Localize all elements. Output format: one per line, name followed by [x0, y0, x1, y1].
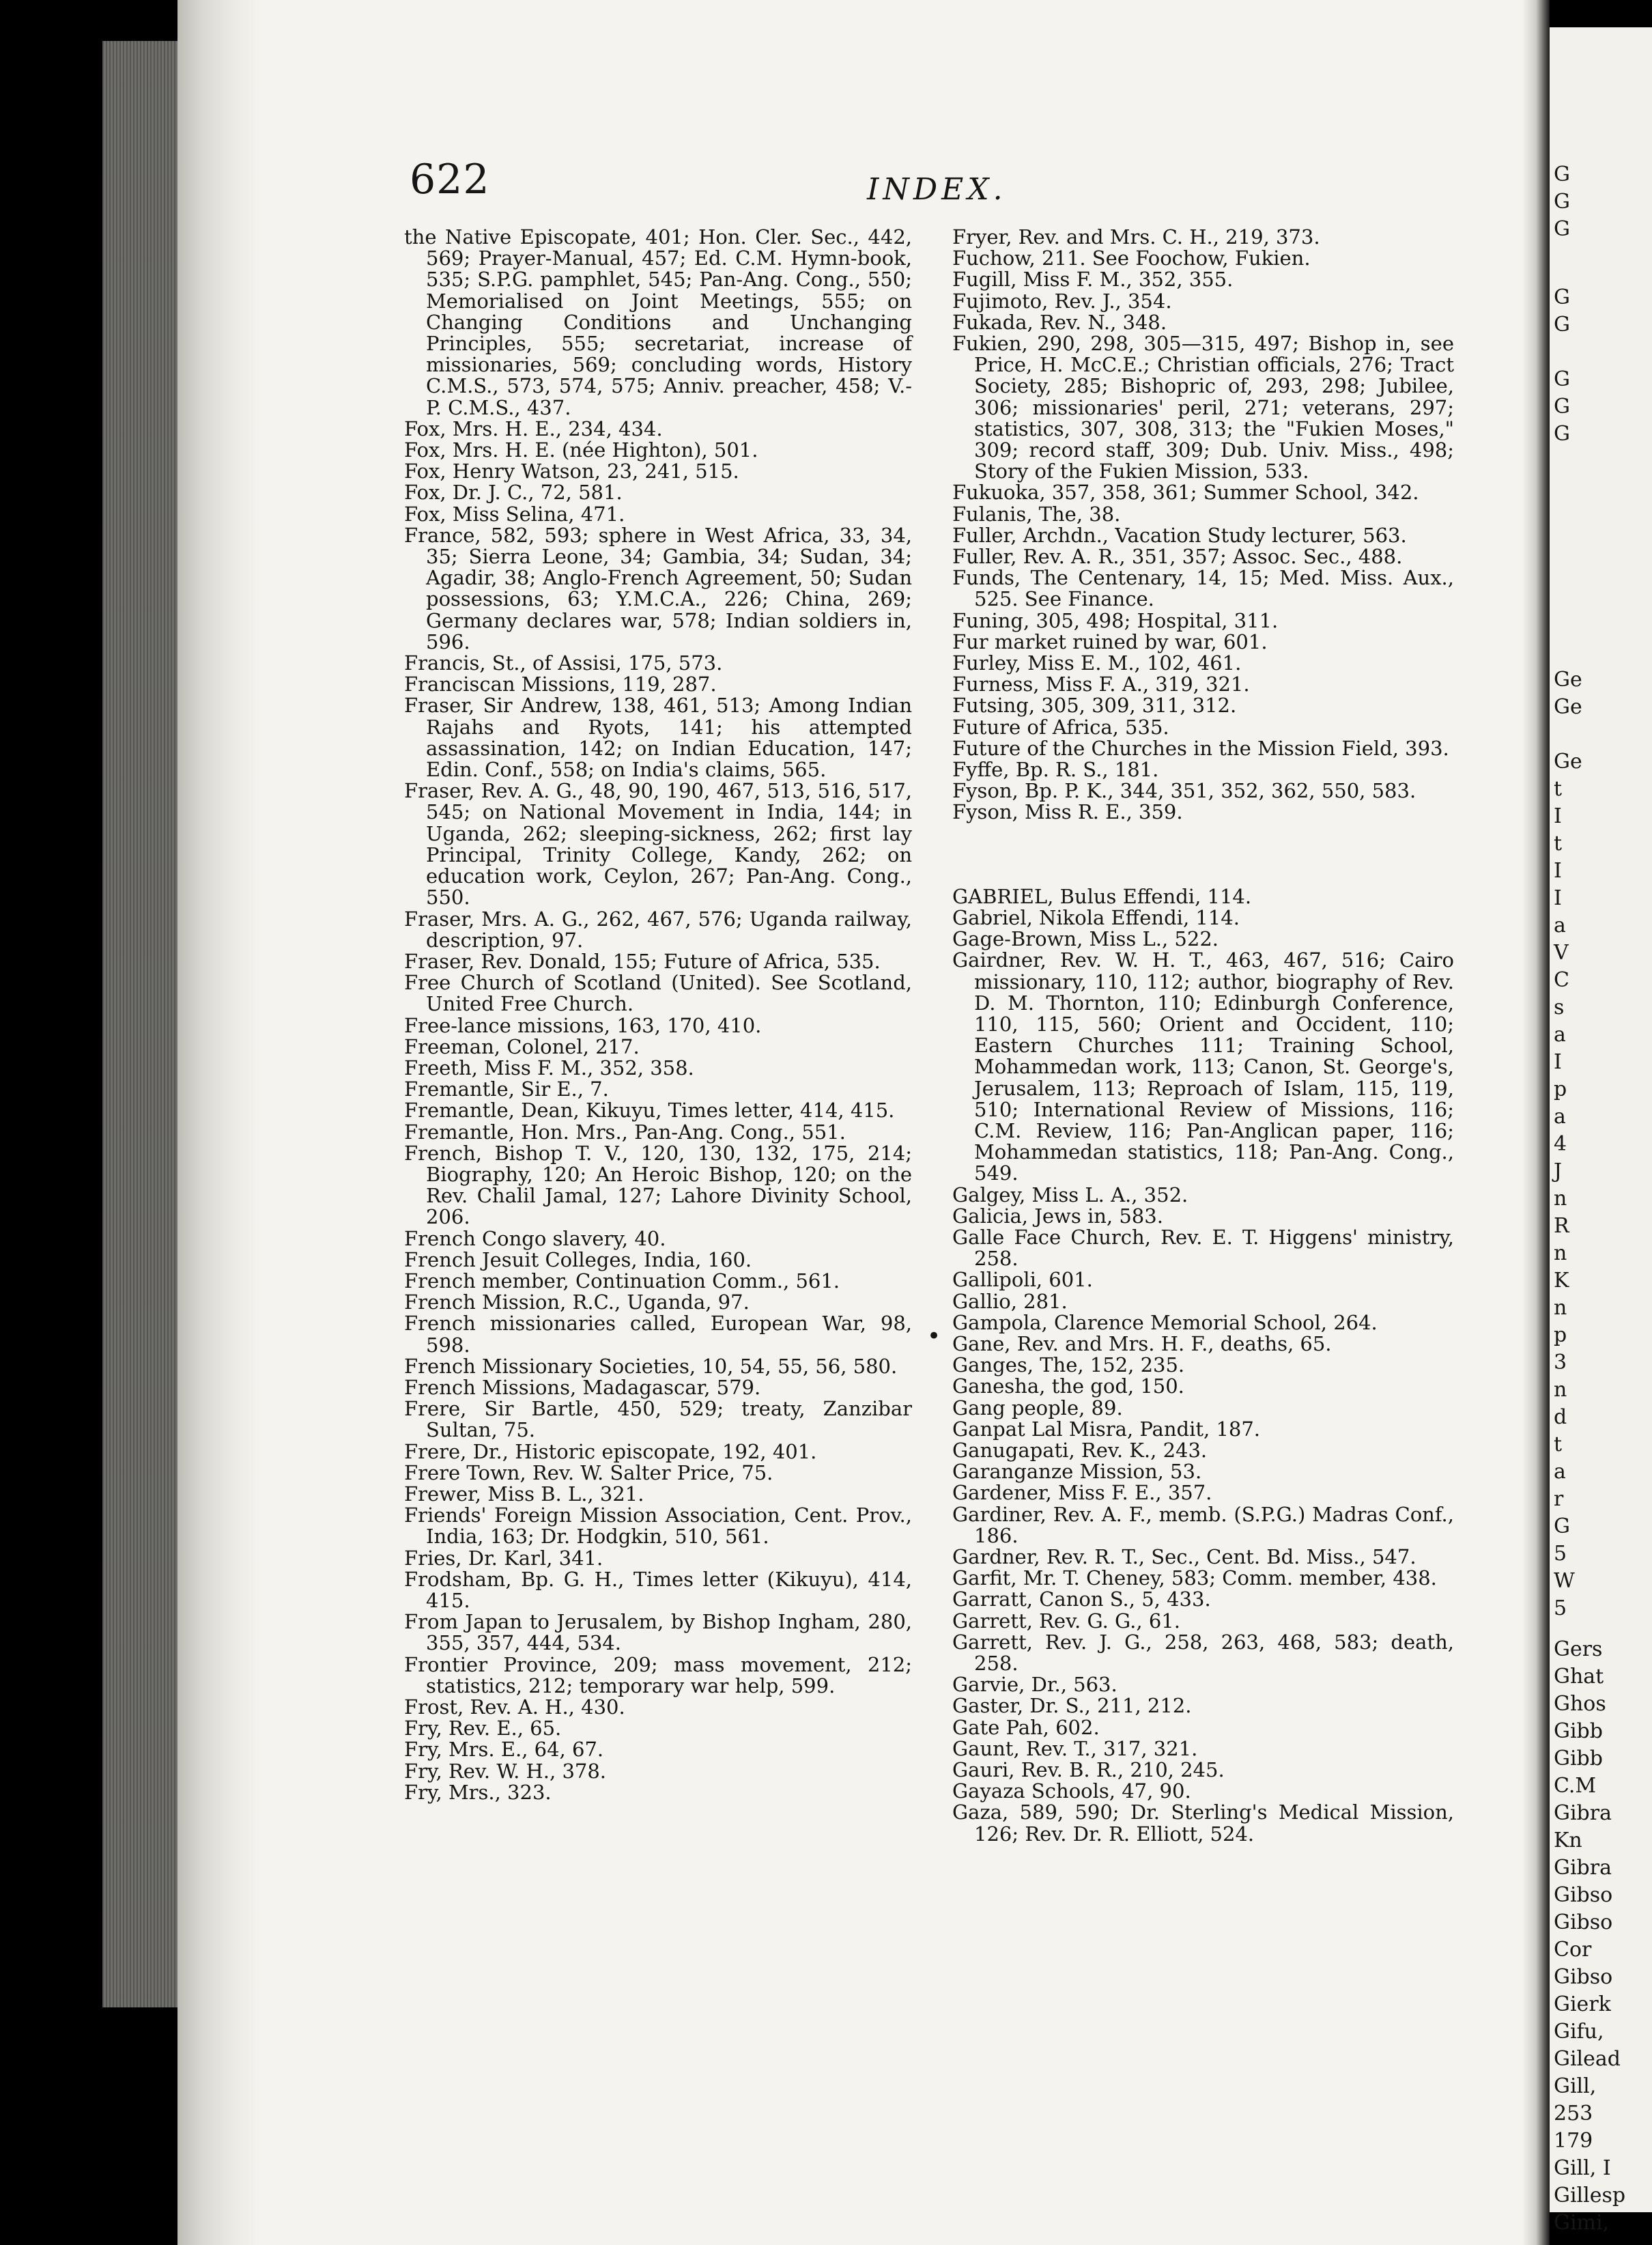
index-entry: Gaunt, Rev. T., 317, 321. [952, 1736, 1198, 1760]
index-entry: Frere, Dr., Historic episcopate, 192, 401. [404, 1439, 817, 1463]
right-page-fragment-text: W [1554, 1569, 1575, 1593]
index-column-right [952, 227, 1454, 1845]
index-entry: Fulanis, The, 38. [952, 502, 1121, 526]
index-entry: Fremantle, Hon. Mrs., Pan-Ang. Cong., 551. [404, 1120, 846, 1144]
index-entry: Free-lance missions, 163, 170, 410. [404, 1013, 762, 1037]
right-page-fragment-text: G [1554, 285, 1570, 309]
right-page-fragment-text: I [1554, 859, 1562, 883]
right-page-fragment-text: Ghos [1554, 1692, 1606, 1716]
index-entry: Frewer, Miss B. L., 321. [404, 1482, 644, 1506]
index-entry: Franciscan Missions, 119, 287. [404, 673, 717, 696]
index-entry: Fox, Dr. J. C., 72, 581. [404, 481, 623, 505]
right-page-fragment-text: 4 [1554, 1132, 1567, 1156]
index-entry: Fryer, Rev. and Mrs. C. H., 219, 373. [952, 225, 1320, 249]
index-entry: Fraser, Sir Andrew, 138, 461, 513; Among Indian Rajahs and Ryots, 141; his attempted assassination, 142; on Indian Education, 147; Edin. Conf., 558; on India's claims, 565. [404, 694, 912, 782]
index-entry: Gardner, Rev. R. T., Sec., Cent. Bd. Miss., 547. [952, 1544, 1416, 1568]
right-page-fragment-text: I [1554, 886, 1562, 910]
index-entry: French Missionary Societies, 10, 54, 55, 56, 580. [404, 1354, 898, 1378]
right-page-fragment-text: Ge [1554, 750, 1582, 774]
right-page-fragment-text: G [1554, 190, 1570, 214]
index-entry: Funds, The Centenary, 14, 15; Med. Miss. Aux., 525. See Finance. [952, 566, 1454, 611]
right-page-fragment-text: 5 [1554, 1596, 1567, 1620]
right-page-fragment-text: 3 [1554, 1351, 1567, 1374]
right-page-fragment-text: Ge [1554, 695, 1582, 719]
right-page-fragment-text: G [1554, 367, 1570, 391]
right-page-fragment-text: Ghat [1554, 1665, 1604, 1689]
index-entry: Fyffe, Bp. R. S., 181. [952, 758, 1159, 782]
right-page-fragment-text: 253 [1554, 2102, 1593, 2126]
index-entry: Future of Africa, 535. [952, 715, 1169, 739]
right-page-fragment-text: p [1554, 1077, 1567, 1101]
right-page-fragment-text: Gierk [1554, 1992, 1611, 2016]
right-page-fragment-text: Cor [1554, 1938, 1592, 1962]
index-entry: French Missions, Madagascar, 579. [404, 1375, 761, 1399]
index-entry: Gampola, Clarence Memorial School, 264. [952, 1310, 1378, 1334]
right-page-fragment-text: n [1554, 1296, 1567, 1320]
index-entry: Francis, St., of Assisi, 175, 573. [404, 651, 723, 675]
index-column-left [404, 227, 912, 1803]
index-entry: Funing, 305, 498; Hospital, 311. [952, 608, 1279, 632]
index-entry: Galle Face Church, Rev. E. T. Higgens' ministry, 258. [952, 1225, 1454, 1271]
right-page-fragment-text: G [1554, 163, 1570, 186]
index-entry: French Mission, R.C., Uganda, 97. [404, 1290, 750, 1314]
index-entry: Gardiner, Rev. A. F., memb. (S.P.G.) Madras Conf., 186. [952, 1502, 1454, 1547]
right-page-fragment-text: s [1554, 996, 1565, 1019]
margin-mark: • [927, 1323, 941, 1350]
index-entry: Galicia, Jews in, 583. [952, 1204, 1163, 1228]
index-entry: Gallipoli, 601. [952, 1268, 1093, 1292]
right-page-fragment-text: p [1554, 1323, 1567, 1347]
index-entry: Frodsham, Bp. G. H., Times letter (Kikuyu), 414, 415. [404, 1567, 912, 1612]
right-page-fragment-text: C.M [1554, 1774, 1597, 1798]
right-page-fragment-text: 179 [1554, 2129, 1593, 2153]
index-entry: Fukada, Rev. N., 348. [952, 310, 1167, 334]
index-entry: Garanganze Mission, 53. [952, 1460, 1202, 1484]
index-entry: Fraser, Rev. Donald, 155; Future of Africa, 535. [404, 949, 881, 973]
right-page-fragment-text: Gibso [1554, 1910, 1613, 1934]
index-entry: From Japan to Jerusalem, by Bishop Ingham, 280, 355, 357, 444, 534. [404, 1610, 912, 1655]
index-entry: Fraser, Mrs. A. G., 262, 467, 576; Uganda railway, description, 97. [404, 907, 912, 952]
right-page-fragment-text: I [1554, 804, 1562, 828]
right-page-fragment-text: Ge [1554, 668, 1582, 692]
index-entry: Fox, Miss Selina, 471. [404, 502, 625, 526]
right-page-fragment-text: Gill, [1554, 2074, 1597, 2098]
index-entry: Ganesha, the god, 150. [952, 1374, 1184, 1398]
index-entry: Gate Pah, 602. [952, 1715, 1100, 1739]
page-number: 622 [410, 156, 490, 203]
index-entry: Furley, Miss E. M., 102, 461. [952, 651, 1242, 675]
index-entry: Freeth, Miss F. M., 352, 358. [404, 1056, 694, 1079]
right-page-fragment-text: Gibra [1554, 1856, 1612, 1880]
index-entry: Garrett, Rev. G. G., 61. [952, 1609, 1180, 1633]
index-entry: Gardener, Miss F. E., 357. [952, 1481, 1212, 1505]
right-page-fragment-text: a [1554, 914, 1566, 937]
right-page-fragment-text: Gifu, [1554, 2020, 1604, 2044]
index-entry: Gang people, 89. [952, 1396, 1123, 1420]
running-head: INDEX. [867, 172, 1007, 207]
index-entry: Galgey, Miss L. A., 352. [952, 1183, 1188, 1206]
index-entry: Gayaza Schools, 47, 90. [952, 1779, 1191, 1803]
right-page-fragment [1550, 27, 1652, 2235]
index-entry: Frost, Rev. A. H., 430. [404, 1695, 625, 1719]
index-entry: Garvie, Dr., 563. [952, 1673, 1117, 1697]
right-page-fragment-text: t [1554, 1432, 1563, 1456]
right-page-fragment-text: t [1554, 832, 1563, 856]
right-page-fragment-text: Gibra [1554, 1801, 1612, 1825]
index-entry: Freeman, Colonel, 217. [404, 1034, 640, 1058]
index-entry: Fry, Mrs., 323. [404, 1780, 552, 1804]
index-entry: Fyson, Miss R. E., 359. [952, 800, 1183, 824]
index-entry: Garratt, Canon S., 5, 433. [952, 1587, 1211, 1611]
index-entry: GABRIEL, Bulus Effendi, 114. [952, 884, 1252, 908]
index-entry: Fyson, Bp. P. K., 344, 351, 352, 362, 550, 583. [952, 779, 1416, 803]
index-entry: Future of the Churches in the Mission Field, 393. [952, 736, 1449, 760]
index-entry: French member, Continuation Comm., 561. [404, 1269, 840, 1293]
right-page-fragment-text: Gillesp [1554, 2184, 1626, 2207]
right-page-fragment-text: Gibb [1554, 1747, 1603, 1770]
index-entry: French Congo slavery, 40. [404, 1226, 666, 1250]
right-page-fragment-text: Gers [1554, 1637, 1603, 1661]
index-entry: Fry, Rev. E., 65. [404, 1717, 562, 1740]
index-entry: Fuller, Archdn., Vacation Study lecturer, 563. [952, 523, 1407, 547]
index-entry: Ganpat Lal Misra, Pandit, 187. [952, 1417, 1261, 1441]
index-entry: Fukien, 290, 298, 305—315, 497; Bishop in, see Price, H. McC.E.; Christian officials, 276; Tract Society, 285; Bishopric of, 293, 298; Jubilee, 306; missionaries' peril, 271; veterans, 297; statistics, 307, 308, 313; the "Fukien Moses," 309; record staff, 309; Dub. Univ. Miss., 498; Story of the Fukien Mission, 533. [952, 332, 1454, 483]
index-entry: Friends' Foreign Mission Association, Cent. Prov., India, 163; Dr. Hodgkin, 510, 561. [404, 1503, 912, 1549]
right-page-fragment-text: d [1554, 1405, 1567, 1429]
index-entry: Gabriel, Nikola Effendi, 114. [952, 905, 1240, 929]
index-entry: Ganges, The, 152, 235. [952, 1353, 1185, 1377]
right-page-fragment-text: n [1554, 1187, 1567, 1211]
index-entry: Fox, Henry Watson, 23, 241, 515. [404, 460, 739, 483]
right-page-fragment-text: r [1554, 1487, 1564, 1511]
right-page-fragment-text: a [1554, 1023, 1566, 1047]
index-entry: Fry, Rev. W. H., 378. [404, 1759, 607, 1783]
index-entry: French Jesuit Colleges, India, 160. [404, 1247, 752, 1271]
index-entry: Fraser, Rev. A. G., 48, 90, 190, 467, 513, 516, 517, 545; on National Movement in India, 144; in Uganda, 262; sleeping-sickness, 262; first lay Principal, Trinity College, Kandy, 262; on education work, Ceylon, 267; Pan-Ang. Cong., 550. [404, 779, 912, 909]
index-entry: French missionaries called, European War, 98, 598. [404, 1312, 912, 1357]
right-page-fragment-text: Gibso [1554, 1883, 1613, 1907]
right-page-fragment-text: t [1554, 777, 1563, 801]
index-entry: Gage-Brown, Miss L., 522. [952, 927, 1219, 951]
right-page-fragment-text: R [1554, 1214, 1569, 1238]
right-page-fragment-text: Gibso [1554, 1965, 1613, 1989]
right-page-fragment-text: G [1554, 395, 1570, 419]
index-entry: Gaza, 589, 590; Dr. Sterling's Medical Mission, 126; Rev. Dr. R. Elliott, 524. [952, 1801, 1454, 1846]
index-entry: Ganugapati, Rev. K., 243. [952, 1438, 1208, 1462]
index-entry: Gallio, 281. [952, 1289, 1068, 1313]
index-entry: Furness, Miss F. A., 319, 321. [952, 673, 1250, 696]
index-entry: Garfit, Mr. T. Cheney, 583; Comm. member, 438. [952, 1566, 1437, 1590]
right-page-fragment-text: Kn [1554, 1829, 1582, 1852]
index-entry: Gairdner, Rev. W. H. T., 463, 467, 516; Cairo missionary, 110, 112; author, biography of Rev. D. M. Thornton, 110; Edinburgh Conference, 110, 115, 560; Orient and Occident, 110; Eastern Churches 111; Training School, Mohammedan work, 113; Canon, St. George's, Jerusalem, 113; Reproach of Islam, 115, 119, 510; International Review of Missions, 116; C.M. Review, 116; Pan-Anglican paper, 116; Mohammedan statistics, 118; Pan-Ang. Cong., 549. [952, 948, 1454, 1185]
right-page-fragment-text: Gibb [1554, 1719, 1603, 1743]
index-entry: Fremantle, Sir E., 7. [404, 1077, 609, 1101]
right-page-fragment-text: G [1554, 1514, 1570, 1538]
index-entry: Gane, Rev. and Mrs. H. F., deaths, 65. [952, 1331, 1332, 1355]
right-page-fragment-text: Gilead [1554, 2047, 1621, 2071]
index-entry: Fugill, Miss F. M., 352, 355. [952, 268, 1234, 292]
right-page-fragment-text: Gimi, [1554, 2211, 1610, 2235]
index-entry: Fries, Dr. Karl, 341. [404, 1546, 603, 1570]
right-page-fragment-text: n [1554, 1241, 1567, 1265]
section-gap [952, 823, 1454, 886]
index-entry: Garrett, Rev. J. G., 258, 263, 468, 583; death, 258. [952, 1630, 1454, 1675]
index-entry: the Native Episcopate, 401; Hon. Cler. Sec., 442, 569; Prayer-Manual, 457; Ed. C.M. Hymn-book, 535; S.P.G. pamphlet, 545; Pan-Ang. Cong., 550; Memorialised on Joint Meetings, 555; on Changing Conditions and Unchanging Principles, 555; secretariat, increase of missionaries, 569; concluding words, History C.M.S., 573, 574, 575; Anniv. preacher, 458; V.-P. C.M.S., 437. [404, 225, 912, 419]
right-page-fragment-text: I [1554, 1050, 1562, 1074]
index-entry: Fukuoka, 357, 358, 361; Summer School, 342. [952, 481, 1419, 505]
index-entry: France, 582, 593; sphere in West Africa, 33, 34, 35; Sierra Leone, 34; Gambia, 34; Sudan, 34; Agadir, 38; Anglo-French Agreement, 50; Sudan possessions, 63; Y.M.C.A., 226; China, 269; Germany declares war, 578; Indian soldiers in, 596. [404, 523, 912, 653]
page-edge-shadow [177, 0, 259, 2245]
right-page-fragment-text: V [1554, 941, 1569, 965]
right-page-fragment-text: n [1554, 1378, 1567, 1402]
index-entry: Fuchow, 211. See Foochow, Fukien. [952, 246, 1311, 270]
right-page-fragment-text: Gill, I [1554, 2156, 1611, 2180]
index-entry: Fuller, Rev. A. R., 351, 357; Assoc. Sec., 488. [952, 545, 1403, 569]
index-entry: Frontier Province, 209; mass movement, 212; statistics, 212; temporary war help, 599. [404, 1652, 912, 1697]
book-gutter [1522, 0, 1550, 2245]
right-page-fragment-text: G [1554, 217, 1570, 241]
index-entry: Gaster, Dr. S., 211, 212. [952, 1694, 1192, 1718]
right-page-fragment-text: 5 [1554, 1542, 1567, 1566]
right-page-fragment-text: a [1554, 1460, 1566, 1484]
index-entry: Fry, Mrs. E., 64, 67. [404, 1738, 604, 1762]
right-page-fragment-text: C [1554, 968, 1569, 992]
right-page-fragment-text: J [1554, 1159, 1563, 1183]
right-page-fragment-text: G [1554, 313, 1570, 337]
index-entry: Fujimoto, Rev. J., 354. [952, 289, 1172, 313]
index-entry: Fur market ruined by war, 601. [952, 630, 1268, 653]
right-page-fragment-text: a [1554, 1105, 1566, 1129]
index-entry: French, Bishop T. V., 120, 130, 132, 175, 214; Biography, 120; An Heroic Bishop, 120; on the Rev. Chalil Jamal, 127; Lahore Divinity School, 206. [404, 1141, 912, 1229]
index-entry: Frere Town, Rev. W. Salter Price, 75. [404, 1460, 773, 1484]
index-entry: Frere, Sir Bartle, 450, 529; treaty, Zanzibar Sultan, 75. [404, 1397, 912, 1442]
index-entry: Free Church of Scotland (United). See Scotland, United Free Church. [404, 971, 912, 1016]
index-entry: Fox, Mrs. H. E. (née Highton), 501. [404, 438, 758, 462]
index-entry: Gauri, Rev. B. R., 210, 245. [952, 1758, 1225, 1782]
index-entry: Fremantle, Dean, Kikuyu, Times letter, 414, 415. [404, 1099, 895, 1122]
index-entry: Futsing, 305, 309, 311, 312. [952, 694, 1237, 718]
index-entry: Fox, Mrs. H. E., 234, 434. [404, 416, 663, 440]
right-page-fragment-text: G [1554, 422, 1570, 446]
right-page-fragment-text: K [1554, 1269, 1569, 1293]
